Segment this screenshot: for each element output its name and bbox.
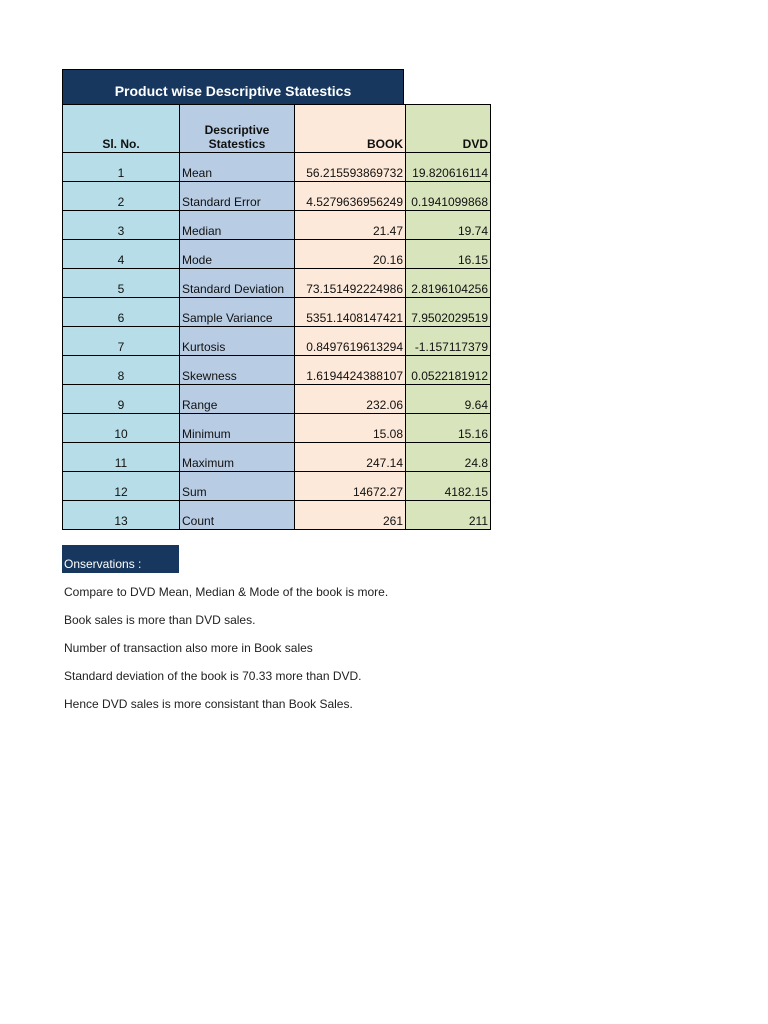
table-row — [63, 443, 491, 472]
cell-sl-no: 8 — [63, 356, 180, 385]
cell-dvd-value: 16.15 — [406, 240, 491, 269]
observations-header: Onservations : — [62, 545, 179, 573]
cell-book-value: 261 — [295, 501, 406, 530]
cell-statistic: Maximum — [180, 443, 295, 472]
cell-statistic: Minimum — [180, 414, 295, 443]
table-row — [63, 298, 491, 327]
table-row — [63, 182, 491, 211]
cell-statistic: Sum — [180, 472, 295, 501]
cell-book-value: 4.5279636956249 — [295, 182, 406, 211]
cell-dvd-value: 24.8 — [406, 443, 491, 472]
cell-dvd-value: 2.8196104256 — [406, 269, 491, 298]
cell-sl-no: 4 — [63, 240, 180, 269]
table-row — [63, 472, 491, 501]
cell-book-value: 1.6194424388107 — [295, 356, 406, 385]
table-row — [63, 414, 491, 443]
cell-statistic: Skewness — [180, 356, 295, 385]
header-stat-line2: Statestics — [208, 137, 266, 151]
header-book: BOOK — [295, 105, 406, 153]
cell-statistic: Mode — [180, 240, 295, 269]
cell-book-value: 21.47 — [295, 211, 406, 240]
cell-statistic: Kurtosis — [180, 327, 295, 356]
cell-dvd-value: -1.157117379 — [406, 327, 491, 356]
header-stat-line1: Descriptive — [204, 123, 270, 137]
table-row — [63, 385, 491, 414]
cell-sl-no: 13 — [63, 501, 180, 530]
cell-statistic: Standard Deviation — [180, 269, 295, 298]
observation-line-3: Number of transaction also more in Book sales — [64, 641, 313, 655]
observation-line-1: Compare to DVD Mean, Median & Mode of the book is more. — [64, 585, 389, 599]
cell-book-value: 5351.1408147421 — [295, 298, 406, 327]
cell-book-value: 56.215593869732 — [295, 153, 406, 182]
descriptive-statistics-table — [62, 104, 491, 530]
cell-book-value: 0.8497619613294 — [295, 327, 406, 356]
cell-sl-no: 11 — [63, 443, 180, 472]
cell-sl-no: 6 — [63, 298, 180, 327]
cell-book-value: 14672.27 — [295, 472, 406, 501]
cell-sl-no: 2 — [63, 182, 180, 211]
cell-book-value: 20.16 — [295, 240, 406, 269]
table-row — [63, 327, 491, 356]
observation-line-4: Standard deviation of the book is 70.33 more than DVD. — [64, 669, 362, 683]
table-row — [63, 269, 491, 298]
cell-dvd-value: 9.64 — [406, 385, 491, 414]
cell-book-value: 247.14 — [295, 443, 406, 472]
table-header-row — [63, 105, 491, 153]
cell-statistic: Count — [180, 501, 295, 530]
cell-sl-no: 10 — [63, 414, 180, 443]
cell-book-value: 232.06 — [295, 385, 406, 414]
cell-dvd-value: 4182.15 — [406, 472, 491, 501]
cell-book-value: 15.08 — [295, 414, 406, 443]
cell-sl-no: 5 — [63, 269, 180, 298]
cell-dvd-value: 19.820616114 — [406, 153, 491, 182]
cell-dvd-value: 19.74 — [406, 211, 491, 240]
header-dvd: DVD — [406, 105, 491, 153]
cell-sl-no: 1 — [63, 153, 180, 182]
table-row — [63, 240, 491, 269]
table-row — [63, 356, 491, 385]
table-title: Product wise Descriptive Statestics — [62, 69, 404, 105]
cell-dvd-value: 0.1941099868 — [406, 182, 491, 211]
cell-dvd-value: 211 — [406, 501, 491, 530]
header-descriptive-statistics — [180, 105, 295, 153]
cell-dvd-value: 7.9502029519 — [406, 298, 491, 327]
cell-sl-no: 12 — [63, 472, 180, 501]
table-body — [63, 153, 491, 530]
cell-statistic: Median — [180, 211, 295, 240]
table-row — [63, 153, 491, 182]
cell-statistic: Range — [180, 385, 295, 414]
header-sl-no: Sl. No. — [63, 105, 180, 153]
cell-book-value: 73.151492224986 — [295, 269, 406, 298]
cell-statistic: Sample Variance — [180, 298, 295, 327]
observation-line-2: Book sales is more than DVD sales. — [64, 613, 256, 627]
table-row — [63, 501, 491, 530]
cell-statistic: Mean — [180, 153, 295, 182]
cell-sl-no: 7 — [63, 327, 180, 356]
observation-line-5: Hence DVD sales is more consistant than Book Sales. — [64, 697, 353, 711]
cell-statistic: Standard Error — [180, 182, 295, 211]
cell-sl-no: 9 — [63, 385, 180, 414]
cell-dvd-value: 0.0522181912 — [406, 356, 491, 385]
cell-sl-no: 3 — [63, 211, 180, 240]
cell-dvd-value: 15.16 — [406, 414, 491, 443]
table-row — [63, 211, 491, 240]
